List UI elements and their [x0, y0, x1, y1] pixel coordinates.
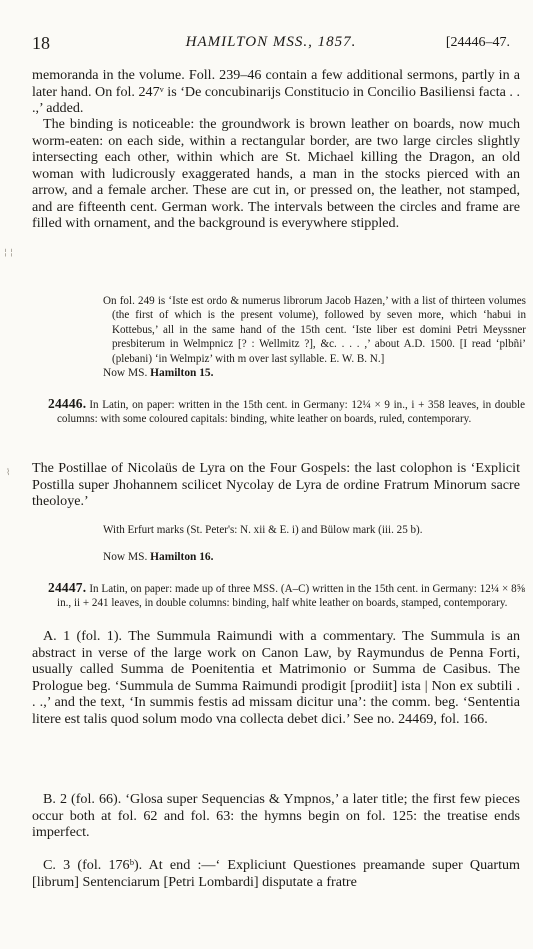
shelfmark-range: [24446–47. [445, 35, 510, 50]
shelfmark-line [103, 367, 213, 379]
entry-description: In Latin, on paper: written in the 15th cent. in Germany: 12¼ × 9 in., i + 358 leaves, in double columns: with some coloured capitals: binding, white leather on boards, ruled, contemporary. [57, 399, 525, 425]
shelfmark-prefix: Now MS. [103, 367, 148, 379]
paragraph-part-b: B. 2 (fol. 66). ‘Glosa super Sequencias & Ympnos,’ a later title; the first few pieces occur both at fol. 62 and fol. 63: the hymns begin on fol. 125: the treatise ends imperfect. [32, 791, 520, 841]
shelfmark-line [103, 551, 213, 563]
paragraph-part-a: A. 1 (fol. 1). The Summula Raimundi with a commentary. The Summula is an abstract in verse of the large work on Canon Law, by Raymundus de Penna Forti, usually called Summa de Poenitentia et Matrimonio or Summa de Casibus. The Prologue beg. ‘Summula de Summa Raimundi prodigit [prodiit] ista | Non ex subtili . . .,’ and the text, ‘In summis festis ad missam dicitur una’: the comm. beg. ‘Sententia litere est talis quod solum modo vna collecta debet dici.’ See no. 24469, fol. 166. [32, 628, 520, 727]
page-number: 18 [32, 33, 50, 53]
running-header [32, 33, 510, 53]
note-erfurt-marks: With Erfurt marks (St. Peter's: N. xii & E. i) and Bülow mark (iii. 25 b). [103, 524, 423, 536]
pencil-mark: ¦ ¦ [4, 248, 13, 258]
paragraph-postillae: The Postillae of Nicolaüs de Lyra on the Four Gospels: the last colophon is ‘Explicit Postilla super Jhohannem scilicet Nycolay de Lyra de ordine Fratrum Minorum sacre theoloye.’ [32, 460, 520, 510]
entry-number: 24446. [48, 396, 87, 411]
entry-number: 24447. [48, 580, 87, 595]
pencil-mark: ⌇ [6, 468, 11, 478]
running-title: HAMILTON MSS., 1857. [185, 34, 357, 50]
paragraph-binding: The binding is noticeable: the groundwork is brown leather on boards, now much worm-eaten: on each side, within a rectangular border, are two large circles slightly intersecting each other, within which are St. Michael killing the Dragon, an old woman with ludicrously exaggerated hands, a man in the stocks pierced with an arrow, and a female archer. These are cut in, or pressed on, the leather, not stamped, and are fifteenth cent. German work. The intervals between the circles and frame are filled with ornament, and the background is everywhere stippled. [32, 116, 520, 232]
paragraph-part-c: C. 3 (fol. 176ᵇ). At end :—‘ Expliciunt Questiones preamande super Quartum [librum] Sentenciarum [Petri Lombardi] disputate a fratre [32, 857, 520, 890]
catalogue-entry-24446 [48, 397, 525, 427]
shelfmark-number: Hamilton 15. [150, 367, 214, 379]
paragraph-memoranda: memoranda in the volume. Foll. 239–46 contain a few additional sermons, partly in a later hand. On fol. 247ᵛ is ‘De concubinarijs Constitucio in Concilio Basiliensi facta . . .,’ added. [32, 67, 520, 117]
shelfmark-number: Hamilton 16. [150, 551, 214, 563]
shelfmark-prefix: Now MS. [103, 551, 148, 563]
entry-description: In Latin, on paper: made up of three MSS. (A–C) written in the 15th cent. in Germany: 12¼ × 8⅝ in., ii + 241 leaves, in double columns: binding, half white leather on boards, stamped, contemporary. [57, 583, 525, 609]
catalogue-entry-24447 [48, 581, 525, 611]
note-ownership: On fol. 249 is ‘Iste est ordo & numerus librorum Jacob Hazen,’ with a list of thirteen volumes (the first of which is the present volume), followed by seven more, which ‘habui in Kottebus,’ all in the same hand of the 15th cent. ‘Iste liber est domini Petri Meyssner presbiterum in Welmpnicz [? : Wellmitz ?], &c. . . . ,’ about A.D. 1500. [I read ‘plbñi’ (plebani) ‘in Welmpiz’ with m over last syllable. E. W. B. N.] [103, 295, 526, 365]
